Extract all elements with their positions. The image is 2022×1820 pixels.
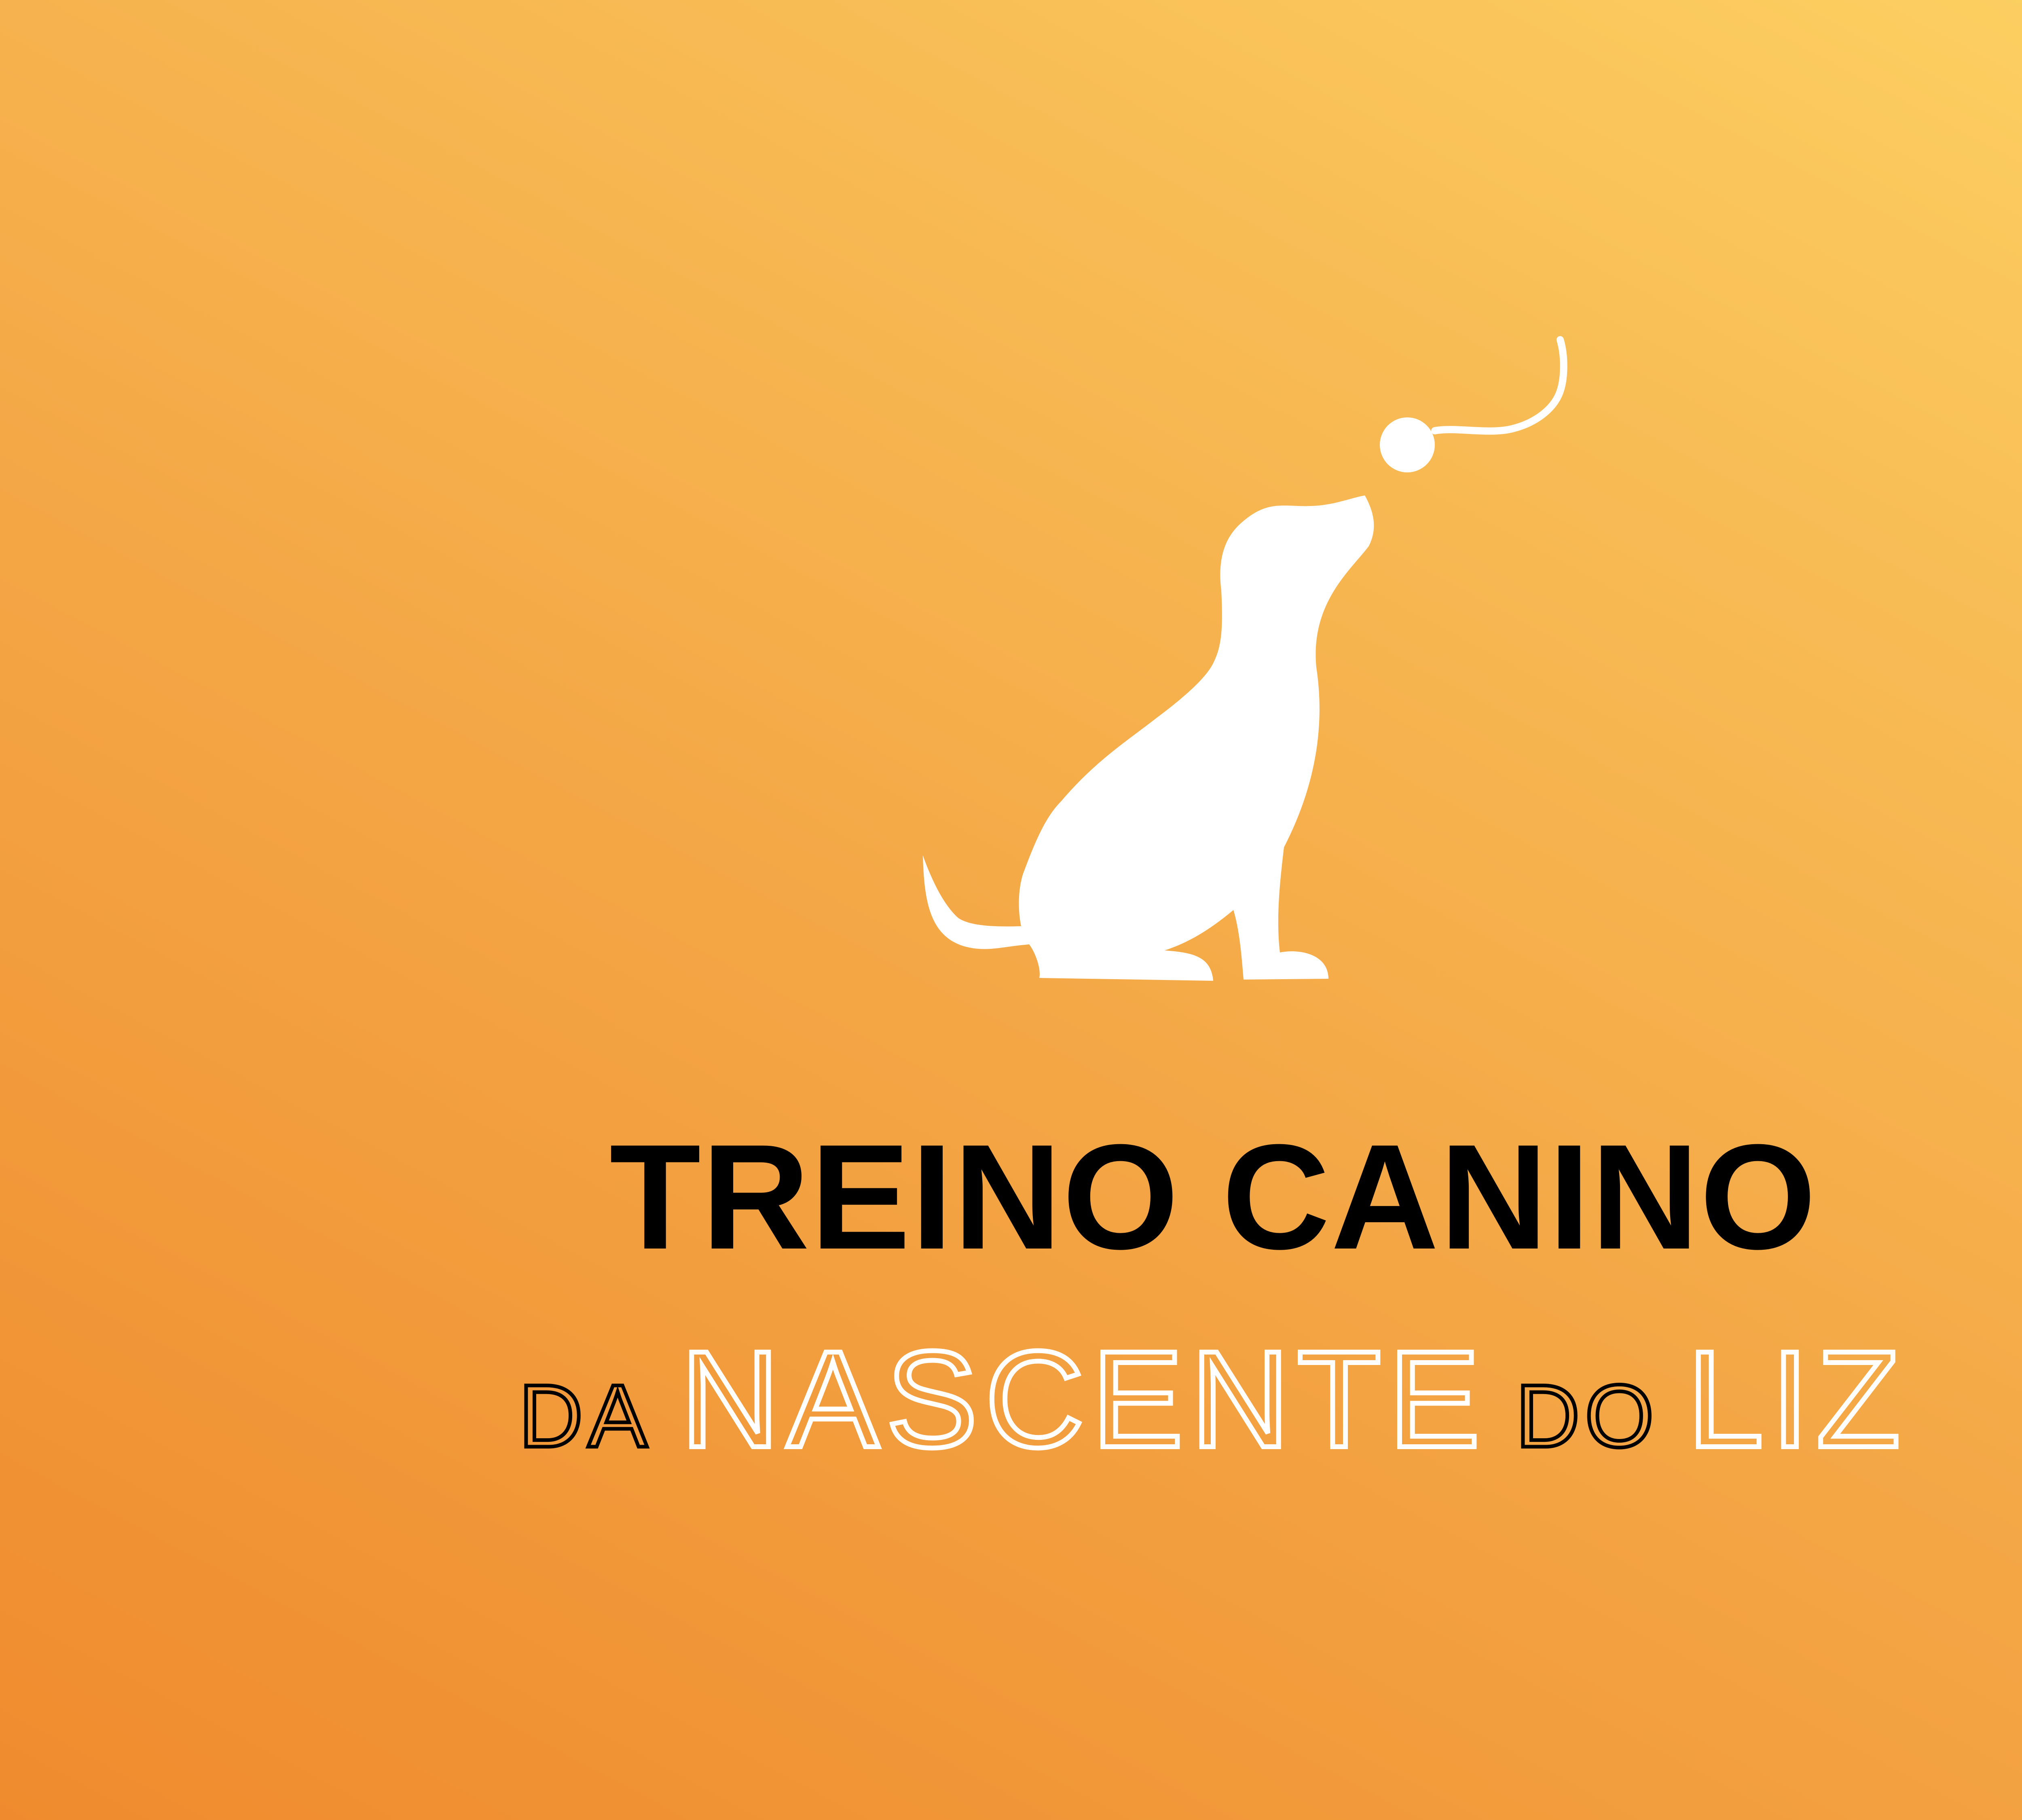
dog-silhouette: [923, 495, 1374, 981]
sitting-dog-with-ball-icon: [918, 332, 1577, 987]
subtitle-word-do: DO: [1515, 1366, 1659, 1466]
subtitle-word-da: DA: [518, 1366, 652, 1466]
subtitle-word-liz: LIZ: [1687, 1323, 1908, 1476]
ball-motion-trail: [1435, 340, 1564, 431]
brand-subtitle: [0, 1323, 2022, 1522]
subtitle-word-nascente: NASCENTE: [680, 1323, 1487, 1476]
ball: [1380, 417, 1435, 472]
brand-title: TREINO CANINO: [609, 1113, 1817, 1280]
